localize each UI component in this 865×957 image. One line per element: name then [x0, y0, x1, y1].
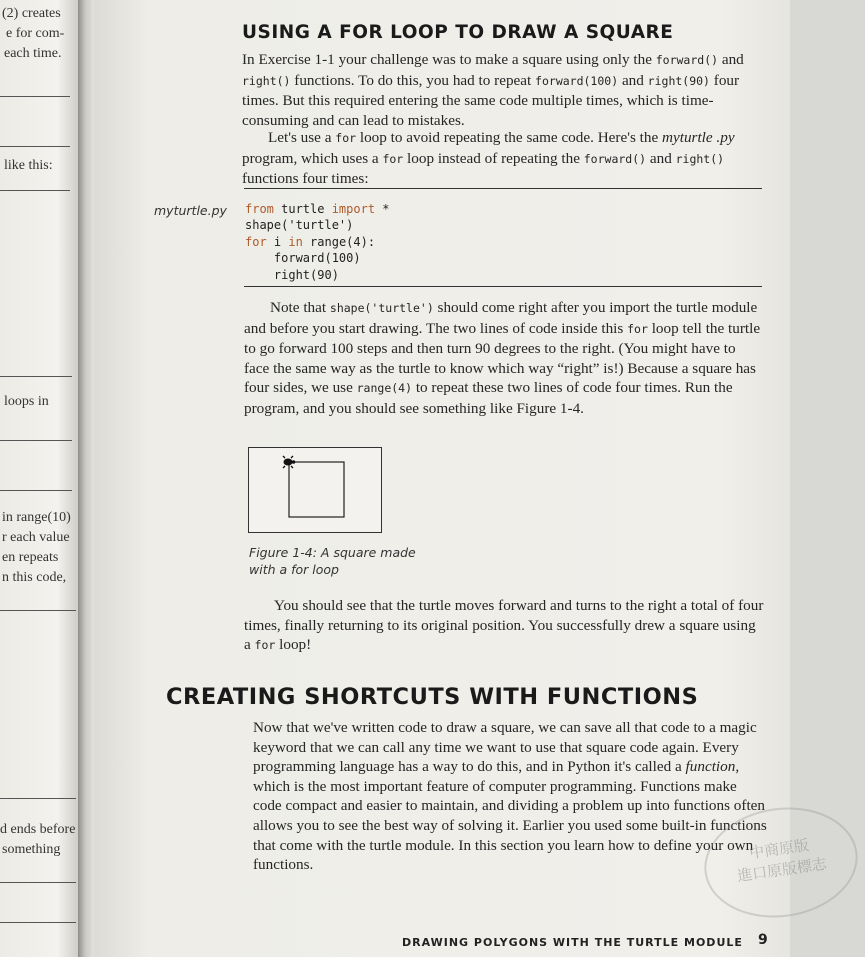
paragraph: Note that shape('turtle') should come right after you import the turtle module and before you start drawing. The two lines of code inside this for loop tell the turtle to go forward 100 steps and then turn 90 degrees to the right. (You might have to face the same way as the turtle to know which way “right” is!) Because a square has four sides, we use range(4) to repeat these two lines of code four times. Run the program, and you should see something like Figure 1-4. [244, 299, 761, 417]
left-rule [0, 882, 76, 883]
code-bottom-rule [244, 286, 762, 287]
code-top-rule [244, 188, 762, 189]
left-fragment: e for com- [6, 26, 65, 41]
right-page [94, 0, 828, 957]
left-page [0, 0, 82, 957]
left-rule [0, 440, 72, 441]
left-fragment: r each value [2, 530, 70, 545]
paragraph: You should see that the turtle moves forward and turns to the right a total of four times, finally returning to its original position. You successfully drew a square using a for loop! [244, 597, 764, 654]
left-rule [0, 376, 72, 377]
drawn-square [289, 462, 344, 517]
left-rule [0, 96, 70, 97]
left-rule [0, 190, 70, 191]
left-rule [0, 798, 76, 799]
left-fragment: loops in [4, 394, 49, 409]
section-heading: CREATING SHORTCUTS WITH FUNCTIONS [166, 684, 699, 710]
left-rule [0, 922, 76, 923]
section-heading: USING A FOR LOOP TO DRAW A SQUARE [242, 22, 674, 43]
stamp-text: 中商原版 [748, 836, 811, 863]
running-footer: DRAWING POLYGONS WITH THE TURTLE MODULE [402, 936, 743, 949]
left-rule [0, 610, 76, 611]
left-rule [0, 490, 72, 491]
left-fragment: each time. [4, 46, 62, 61]
stamp-text: 進口原版標志 [736, 854, 828, 886]
left-rule [0, 146, 70, 147]
paragraph: Now that we've written code to draw a square, we can save all that code to a magic keyword that we can call any time we want to use that square code again. Every programming language has a way to do this, and in Python it's called a function, which is the most important feature of computer programming. Functions make code compact and easier to maintain, and dividing a problem up into functions often allows you to see the best way of solving it. Earlier you used some built-in functions that come with the turtle module. In this section you learn how to define your own functions. [253, 719, 767, 874]
figure-1-4 [248, 447, 382, 533]
paragraph: Let's use a for loop to avoid repeating the same code. Here's the myturtle .py program, which uses a for loop instead of repeating the forward() and right() functions four times: [242, 129, 735, 188]
left-fragment: d ends before [0, 822, 76, 837]
left-fragment: like this: [4, 158, 53, 173]
code-filename: myturtle.py [154, 203, 227, 218]
left-fragment: en repeats [2, 550, 59, 565]
left-fragment: (2) creates [2, 6, 61, 21]
left-fragment: something [2, 842, 61, 857]
code-listing: from turtle import * shape('turtle') for i in range(4): forward(100) right(90) [245, 202, 390, 282]
page-number: 9 [758, 932, 768, 948]
paragraph: In Exercise 1-1 your challenge was to make a square using only the forward() and right() functions. To do this, you had to repeat forward(100) and right(90) four times. But this required entering the same code multiple times, which is time-consuming and can lead to mistakes. [242, 51, 744, 129]
left-fragment: n this code, [2, 570, 67, 585]
left-fragment: in range(10) [2, 510, 71, 525]
figure-caption: Figure 1-4: A square made with a for loop [249, 545, 416, 577]
square-drawing [249, 448, 381, 532]
